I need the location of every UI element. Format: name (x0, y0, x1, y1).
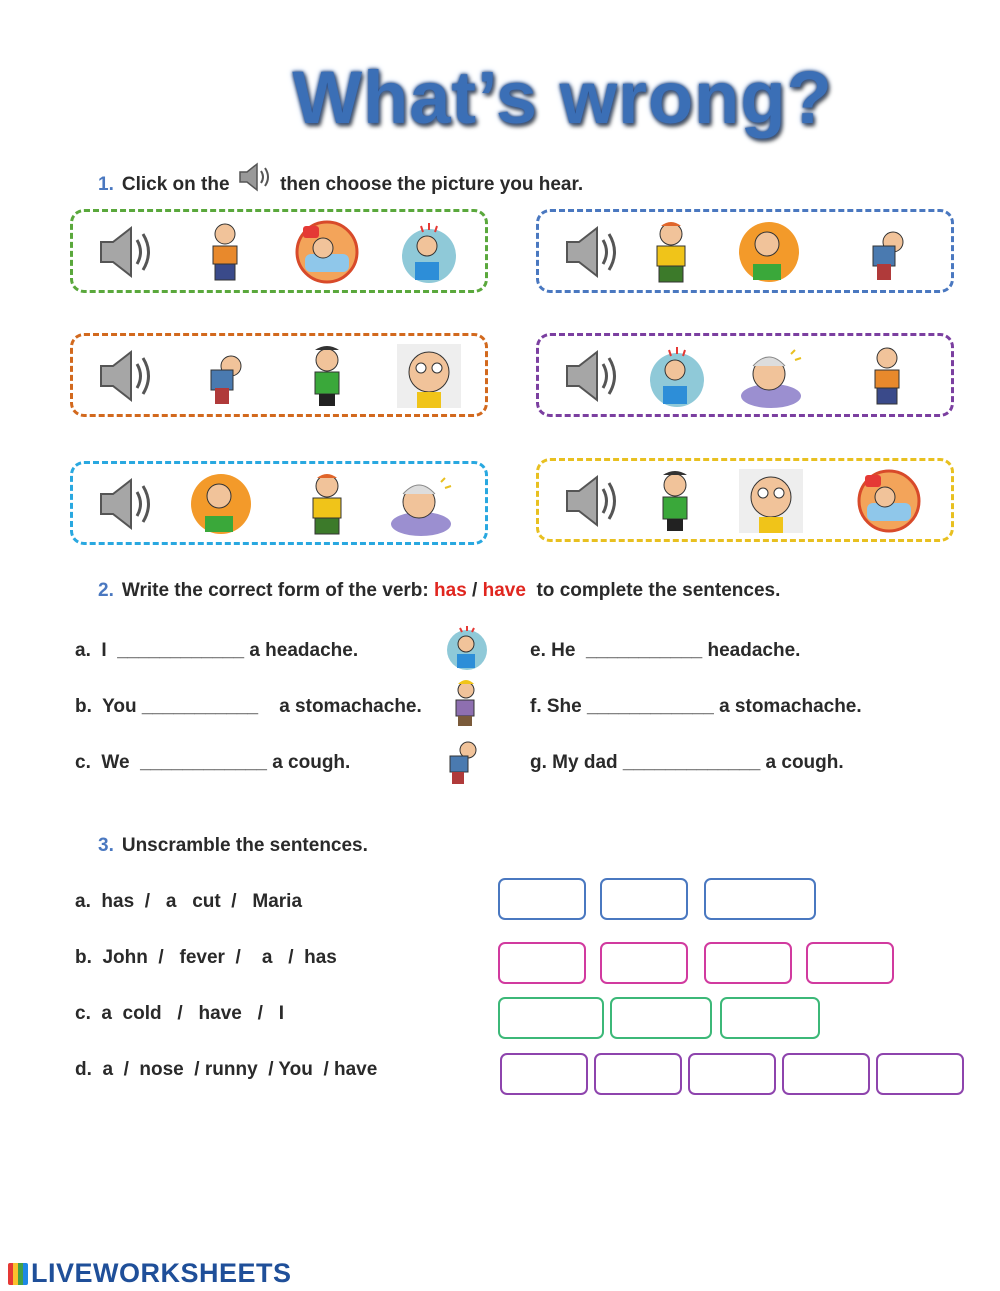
picture-man-cough-option[interactable] (855, 220, 919, 284)
answer-box-b2[interactable] (600, 942, 688, 984)
question-1 (98, 162, 583, 196)
question-3-text: Unscramble the sentences. (121, 835, 368, 856)
picture-toothache-option[interactable] (189, 472, 253, 536)
answer-box-a3[interactable] (704, 878, 816, 920)
answer-box-b3[interactable] (704, 942, 792, 984)
answer-box-c2[interactable] (610, 997, 712, 1039)
picture-man-cough-option[interactable] (193, 344, 257, 408)
picture-grandma-earache-option[interactable] (739, 344, 803, 408)
picture-runny-nose-option[interactable] (397, 344, 461, 408)
listen-row-4 (536, 333, 954, 417)
listen-row-3 (70, 333, 488, 417)
answer-box-a2[interactable] (600, 878, 688, 920)
picture-man-stomachache-option[interactable] (193, 220, 257, 284)
answer-box-c1[interactable] (498, 997, 604, 1039)
picture-boy-stomachache-option[interactable] (295, 344, 359, 408)
audio-play-button[interactable] (95, 348, 159, 404)
listen-row-6 (536, 458, 954, 542)
audio-play-button[interactable] (561, 473, 625, 529)
liveworksheets-logo[interactable] (8, 1258, 292, 1289)
picture-man-stomachache-option[interactable] (855, 344, 919, 408)
scrambled-c: c. a cold / have / I (75, 1003, 285, 1024)
sentence-c[interactable]: c. We ____________ a cough. (75, 752, 351, 773)
answer-box-b4[interactable] (806, 942, 894, 984)
picture-boy-headache-option[interactable] (645, 344, 709, 408)
sentence-f[interactable]: f. She ____________ a stomachache. (530, 696, 862, 717)
verb-separator: / (472, 580, 478, 601)
sentence-e[interactable]: e. He ___________ headache. (530, 640, 801, 661)
question-1-text-after: then choose the picture you hear. (280, 174, 584, 195)
answer-box-d1[interactable] (500, 1053, 588, 1095)
picture-boy-stomachache-option[interactable] (643, 469, 707, 533)
listen-row-1 (70, 209, 488, 293)
speaker-icon (237, 162, 273, 192)
verb-have: have (482, 580, 526, 601)
scrambled-d: d. a / nose / runny / You / have (75, 1059, 378, 1080)
cough-picture (440, 736, 486, 784)
scrambled-a: a. has / a cut / Maria (75, 891, 303, 912)
sentence-b[interactable]: b. You ___________ a stomachache. (75, 696, 422, 717)
headache-picture (444, 624, 490, 672)
liveworksheets-logo-text: LIVEWORKSHEETS (31, 1258, 292, 1288)
question-3 (98, 835, 368, 857)
question-2-text-end: to complete the sentences. (536, 580, 781, 601)
stomachache-picture (444, 678, 490, 726)
scrambled-b: b. John / fever / a / has (75, 947, 337, 968)
question-2-text: Write the correct form of the verb: (121, 580, 429, 601)
answer-box-b1[interactable] (498, 942, 586, 984)
verb-has: has (434, 580, 467, 601)
audio-play-button[interactable] (561, 224, 625, 280)
answer-box-d2[interactable] (594, 1053, 682, 1095)
picture-broken-arm-option[interactable] (295, 472, 359, 536)
liveworksheets-logo-icon (8, 1263, 28, 1285)
picture-grandma-earache-option[interactable] (389, 472, 453, 536)
sentence-g[interactable]: g. My dad _____________ a cough. (530, 752, 844, 773)
question-1-text-before: Click on the (121, 174, 230, 195)
picture-fever-option[interactable] (857, 469, 921, 533)
question-2-number: 2. (98, 580, 114, 601)
answer-box-d4[interactable] (782, 1053, 870, 1095)
question-2 (98, 580, 780, 602)
worksheet-title: What’s wrong? (292, 56, 833, 139)
sentence-a[interactable]: a. I ____________ a headache. (75, 640, 359, 661)
answer-box-a1[interactable] (498, 878, 586, 920)
listen-row-5 (70, 461, 488, 545)
question-3-number: 3. (98, 835, 114, 856)
audio-play-button[interactable] (561, 348, 625, 404)
answer-box-d5[interactable] (876, 1053, 964, 1095)
picture-fever-option[interactable] (295, 220, 359, 284)
audio-play-button[interactable] (95, 476, 159, 532)
question-1-number: 1. (98, 174, 114, 195)
answer-box-c3[interactable] (720, 997, 820, 1039)
listen-row-2 (536, 209, 954, 293)
picture-runny-nose-option[interactable] (739, 469, 803, 533)
answer-box-d3[interactable] (688, 1053, 776, 1095)
picture-boy-headache-option[interactable] (397, 220, 461, 284)
picture-broken-arm-option[interactable] (639, 220, 703, 284)
audio-play-button[interactable] (95, 224, 159, 280)
picture-toothache-option[interactable] (737, 220, 801, 284)
